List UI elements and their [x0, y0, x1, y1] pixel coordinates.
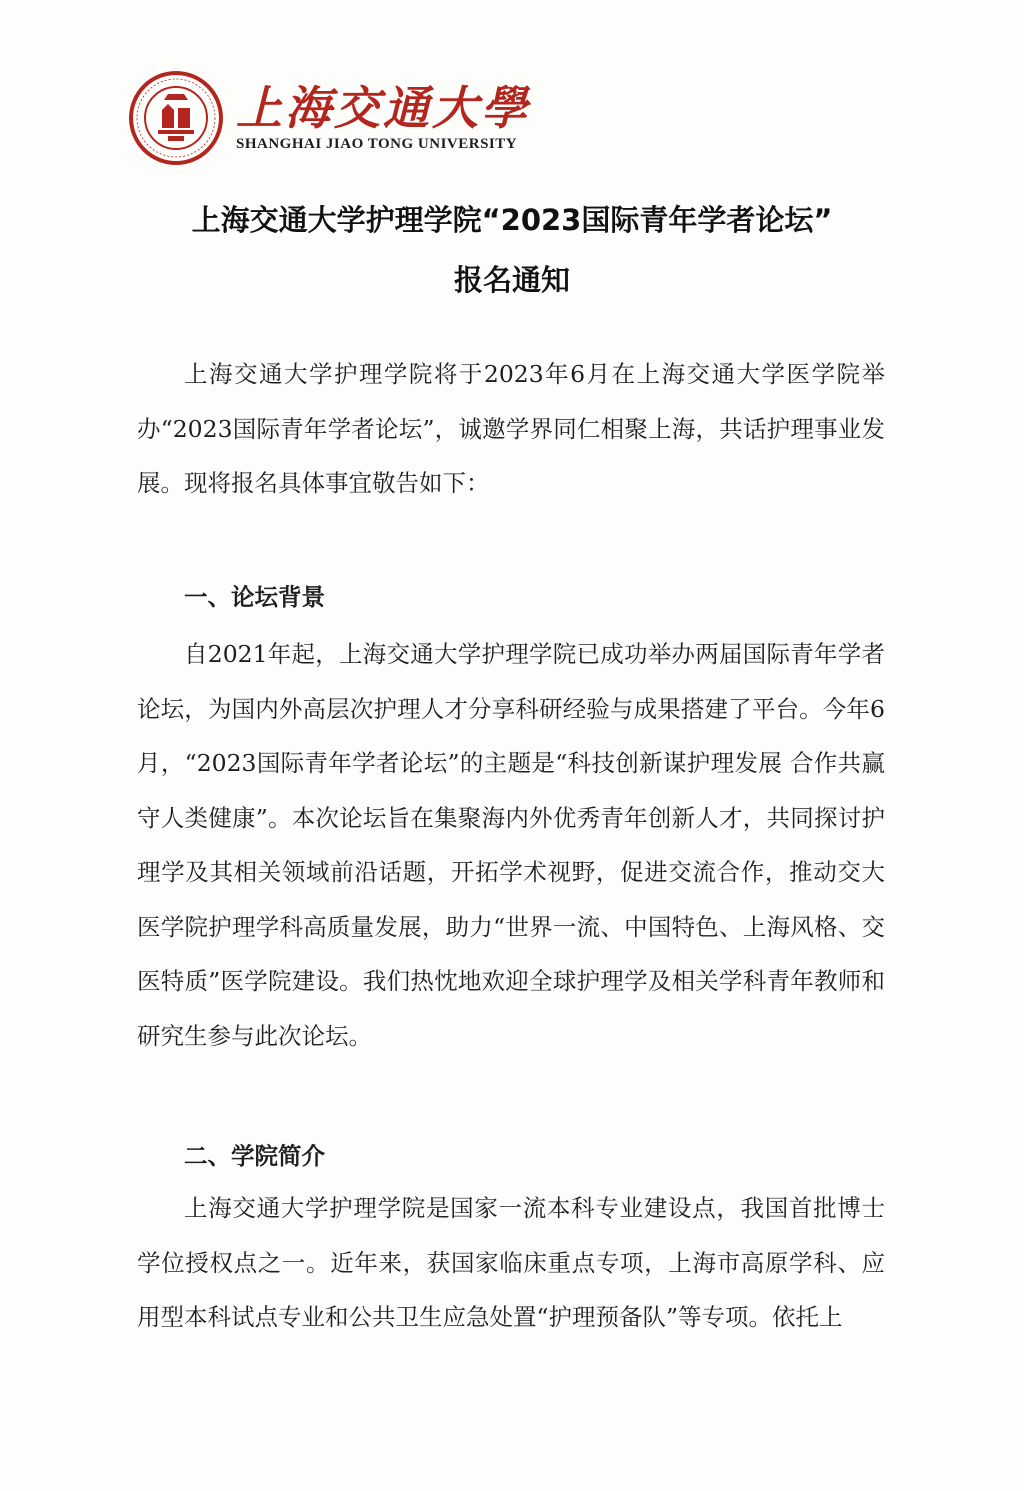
section-heading-school-intro: 二、学院简介 — [184, 1142, 325, 1170]
university-logo — [128, 70, 530, 165]
university-name-chinese: 上海交通大學 — [236, 81, 530, 135]
document-title: 上海交通大学护理学院“2023国际青年学者论坛” — [191, 203, 833, 237]
university-name-english: SHANGHAI JIAO TONG UNIVERSITY — [236, 136, 518, 152]
section-body-school-intro: 上海交通大学护理学院是国家一流本科专业建设点，我国首批博士学位授权点之一。近年来，获国家临床重点专项，上海市高原学科、应用型本科试点专业和公共卫生应急处置“护理预备队”等专项。依托上 — [137, 1194, 885, 1331]
section-body-background: 自2021年起，上海交通大学护理学院已成功举办两届国际青年学者论坛，为国内外高层次护理人才分享科研经验与成果搭建了平台。今年6月，“2023国际青年学者论坛”的主题是“科技创新谋护理发展 合作共赢守人类健康”。本次论坛旨在集聚海内外优秀青年创新人才，共同探讨护理学及其相关领域前沿话题，开拓学术视野，促进交流合作，推动交大医学院护理学科高质量发展，助力“世界一流、中国特色、上海风格、交医特质”医学院建设。我们热忱地欢迎全球护理学及相关学科青年教师和研究生参与此次论坛。 — [137, 640, 885, 1050]
university-seal-icon — [128, 70, 224, 166]
intro-paragraph: 上海交通大学护理学院将于2023年6月在上海交通大学医学院举办“2023国际青年学者论坛”，诚邀学界同仁相聚上海，共话护理事业发展。现将报名具体事宜敬告如下： — [137, 360, 885, 497]
section-heading-background: 一、论坛背景 — [184, 583, 325, 611]
document-subtitle: 报名通知 — [453, 263, 570, 297]
